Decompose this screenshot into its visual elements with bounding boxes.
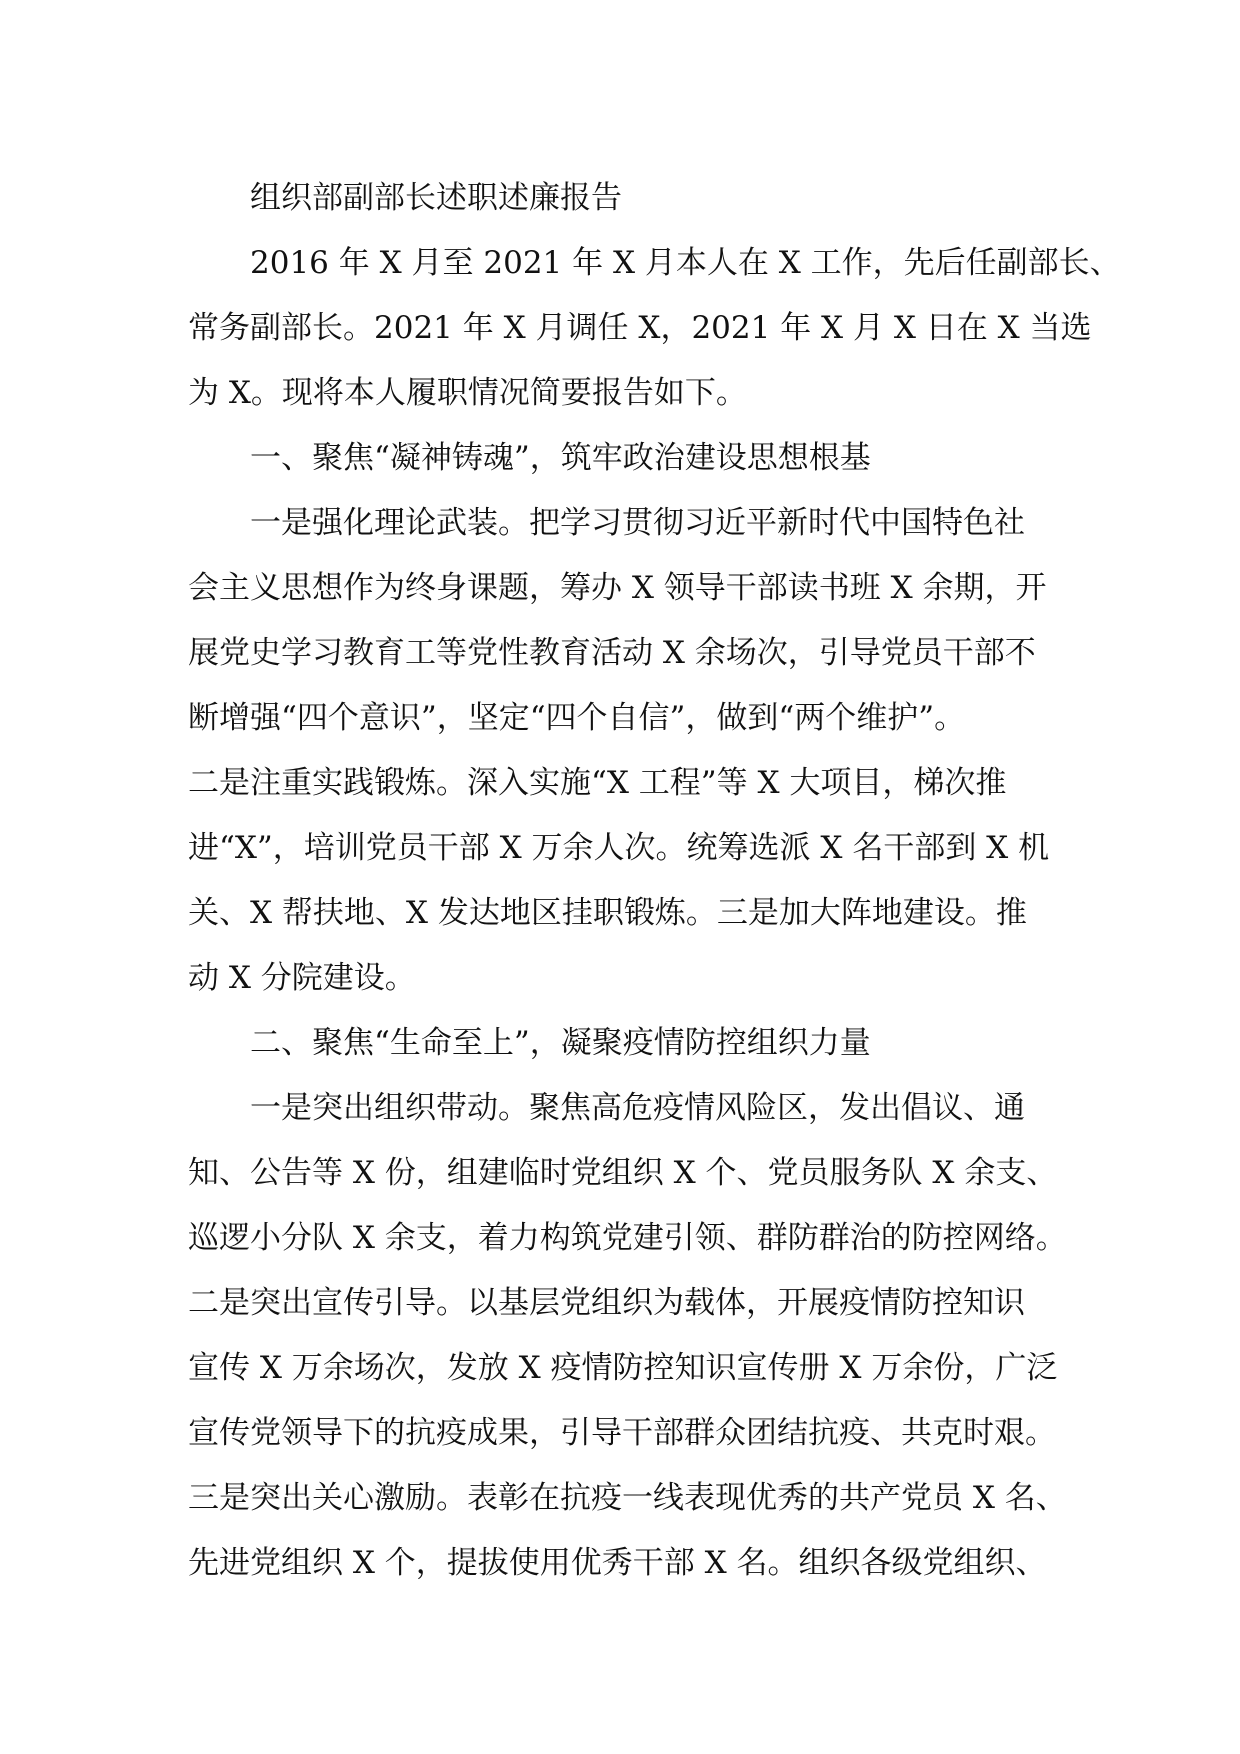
intro-line: 常务副部长。2021 年 X 月调任 X，2021 年 X 月 X 日在 X 当选 xyxy=(188,310,1092,346)
section-body-2 xyxy=(188,1076,1068,1596)
body-line: 二是注重实践锻炼。深入实施“X 工程”等 X 大项目，梯次推 xyxy=(188,765,1007,801)
intro-paragraph xyxy=(188,231,1121,426)
body-line: 一是强化理论武装。把学习贯彻习近平新时代中国特色社 xyxy=(250,505,1025,541)
body-line: 巡逻小分队 X 余支，着力构筑党建引领、群防群治的防控网络。 xyxy=(188,1220,1067,1256)
body-line: 宣传 X 万余场次，发放 X 疫情防控知识宣传册 X 万余份，广泛 xyxy=(188,1350,1058,1386)
body-line: 知、公告等 X 份，组建临时党组织 X 个、党员服务队 X 余支、 xyxy=(188,1155,1058,1191)
intro-line: 2016 年 X 月至 2021 年 X 月本人在 X 工作，先后任副部长、 xyxy=(250,245,1121,281)
intro-line: 为 X。现将本人履职情况简要报告如下。 xyxy=(188,375,747,411)
document-title: 组织部副部长述职述廉报告 xyxy=(250,180,622,216)
body-line: 二是突出宣传引导。以基层党组织为载体，开展疫情防控知识 xyxy=(188,1285,1025,1321)
body-line: 断增强“四个意识”，坚定“四个自信”，做到“两个维护”。 xyxy=(188,700,966,736)
body-line: 三是突出关心激励。表彰在抗疫一线表现优秀的共产党员 X 名、 xyxy=(188,1480,1067,1516)
body-line: 宣传党领导下的抗疫成果，引导干部群众团结抗疫、共克时艰。 xyxy=(188,1415,1056,1451)
body-line: 关、X 帮扶地、X 发达地区挂职锻炼。三是加大阵地建设。推 xyxy=(188,895,1027,931)
body-line: 展党史学习教育工等党性教育活动 X 余场次，引导党员干部不 xyxy=(188,635,1036,671)
section-heading-1: 一、聚焦“凝神铸魂”，筑牢政治建设思想根基 xyxy=(250,440,871,476)
body-line: 动 X 分院建设。 xyxy=(188,960,416,996)
section-body-1 xyxy=(188,491,1068,1011)
body-line: 一是突出组织带动。聚焦高危疫情风险区，发出倡议、通 xyxy=(250,1090,1025,1126)
section-heading-2: 二、聚焦“生命至上”，凝聚疫情防控组织力量 xyxy=(250,1025,871,1061)
document-body xyxy=(188,166,1121,1596)
body-line: 会主义思想作为终身课题，筹办 X 领导干部读书班 X 余期，开 xyxy=(188,570,1047,606)
body-line: 进“X”，培训党员干部 X 万余人次。统筹选派 X 名干部到 X 机 xyxy=(188,830,1050,866)
body-line: 先进党组织 X 个，提拔使用优秀干部 X 名。组织各级党组织、 xyxy=(188,1545,1047,1581)
